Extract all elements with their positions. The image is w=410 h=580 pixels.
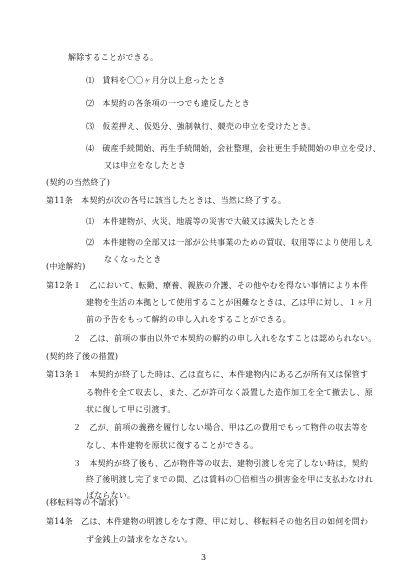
list-item: ⑷ 破産手続開始、再生手続開始，会社整理，会社更生手続開始の申立を受け、 [86,144,381,153]
text-line: なくなったとき [104,255,162,264]
list-item: ⑴ 本件建物が、火災、地震等の災害で大破又は滅失したとき [86,217,316,226]
list-item: ⑵ 本契約の各条項の一つでも違反したとき [86,99,250,108]
section-heading: (中途解約) [46,262,86,271]
article-line: 第14条 乙は、本件建物の明渡しをなす際、甲に対し、移転料その他名目の如何を問わ [46,517,369,526]
text-line: ず金銭上の請求をなさない。 [86,535,193,544]
text-line: 終了後明渡し完了までの間、乙は賃料の〇倍相当の損害金を甲に支払わなけれ [86,475,373,484]
section-heading: (契約の当然終了) [46,178,111,187]
text-line: る物件を全て収去し、また、乙が許可なく設置した造作加工を全て撤去し、原 [86,388,373,397]
paragraph-line: ３ 本契約が終了後も、乙が物件等の収去、建物引渡しを完了しない時は，契約 [73,459,369,468]
text-line: ばならない。 [86,491,136,500]
article-line: 第12条１ 乙において、転勤、療養、親族の介護、その他やむを得ない事情により本件 [46,281,369,290]
list-item: ⑴ 賃料を〇〇ヶ月分以上怠ったとき [86,76,226,85]
paragraph-line: ２ 乙が、前項の義務を履行しない場合、甲は乙の費用でもって物件の収去等を [73,423,369,432]
section-heading: (契約終了後の措置) [46,352,119,361]
list-item: ⑵ 本件建物の全部又は一部が公共事業のための買収、収用等により使用しえ [86,238,373,247]
text-line: なし、本件建物を原状に復することができる。 [86,441,259,450]
text-line: 又は申立をなしたとき [104,161,186,170]
paragraph-line: ２ 乙は、前項の事由以外で本契約の解約の申し入れをなすことは認められない。 [73,334,377,343]
page-number: 3 [201,553,207,562]
article-line: 第13条１ 本契約が終了した時は、乙は直ちに、本件建物内にある乙が所有又は保管す [46,370,369,379]
text-line: 解除することができる。 [68,53,159,62]
text-line: 前の予告をもって解約の申し入れをすることができる。 [86,315,291,324]
section-heading: (移転料等の不請求) [46,498,119,507]
list-item: ⑶ 仮差押え、仮処分、強制執行、競売の申立を受けたとき。 [86,122,316,131]
text-line: 状に復して甲に引渡す。 [86,405,176,414]
text-line: 建物を生活の本拠として使用することが困難なときは、乙は甲に対し、１ヶ月 [86,298,373,307]
article-line: 第11条 本契約が次の各号に該当したときは、当然に終了する。 [46,196,287,205]
